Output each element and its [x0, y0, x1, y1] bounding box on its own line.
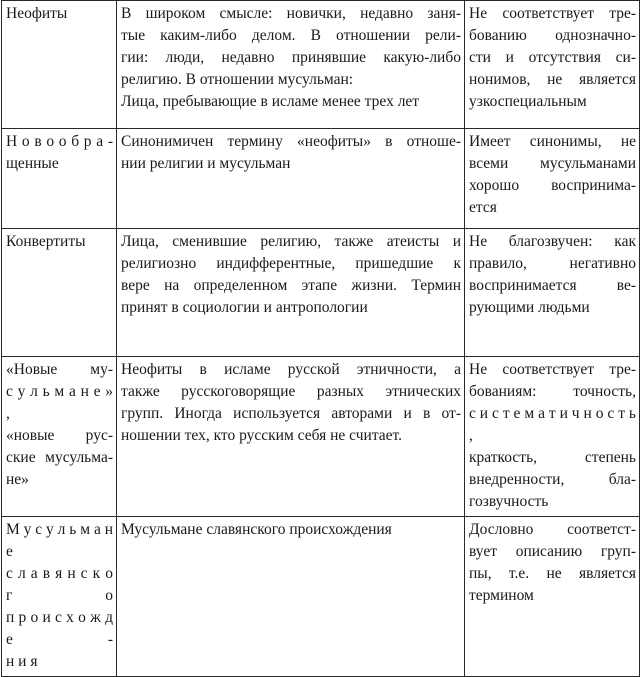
term-cell-line: «новые рус-: [6, 427, 113, 444]
term-cell-text: [6, 3, 113, 25]
assessment-cell: [465, 1, 640, 129]
definition-cell-line: Мусульмане славянского происхождения: [121, 521, 392, 538]
term-cell-text: [6, 359, 113, 491]
definition-cell-line: гии: люди, недавно принявшие какую-либо: [121, 49, 461, 66]
term-cell: [2, 129, 117, 229]
assessment-cell: [465, 229, 640, 357]
definition-cell-text: [121, 519, 461, 541]
definition-cell-text: [121, 3, 461, 113]
assessment-cell-text: [469, 231, 636, 319]
table-row: [2, 1, 640, 129]
definition-cell-text: [121, 231, 461, 319]
term-cell-line: н и я: [6, 653, 38, 670]
term-cell: [2, 1, 117, 129]
definition-cell-line: вере на определенном этапе жизни. Термин: [121, 277, 461, 294]
term-cell-line: «Новые му-: [6, 361, 113, 378]
table-row: [2, 517, 640, 677]
definition-cell: [117, 129, 465, 229]
terms-table: [1, 0, 640, 677]
assessment-cell-line: Не соответствует тре-: [469, 5, 636, 22]
term-cell: [2, 229, 117, 357]
assessment-cell-text: [469, 359, 636, 513]
definition-cell: [117, 229, 465, 357]
term-cell-text: [6, 519, 113, 673]
assessment-cell-line: ется: [469, 199, 497, 216]
assessment-cell-line: пы, т.е. не является: [469, 565, 636, 582]
term-cell-line: с у л ь м а н е » ,: [6, 383, 113, 422]
definition-cell-text: [121, 359, 461, 447]
terms-table-body: [2, 1, 640, 677]
term-cell-line: ские мусульма-: [6, 449, 113, 466]
definition-cell-line: также русскоговорящие разных этнических: [121, 383, 461, 400]
assessment-cell: [465, 129, 640, 229]
assessment-cell-line: сти и отсутствия си-: [469, 49, 636, 66]
table-row: [2, 229, 640, 357]
term-cell-line: п р о и с х о ж д е -: [6, 609, 113, 648]
definition-cell: [117, 1, 465, 129]
assessment-cell-line: хорошо воспринима-: [469, 177, 636, 194]
assessment-cell-line: нонимов, не является: [469, 71, 636, 88]
assessment-cell-line: термином: [469, 587, 534, 604]
definition-cell-line: нии религии и мусульман: [121, 155, 291, 172]
assessment-cell-line: с и с т е м а т и ч н о с т ь ,: [469, 405, 636, 444]
assessment-cell-line: бованию однозначно-: [469, 27, 636, 44]
assessment-cell-line: Дословно соответст-: [469, 521, 636, 538]
assessment-cell-line: Не благозвучен: как: [469, 233, 636, 250]
term-cell-line: не»: [6, 471, 29, 488]
assessment-cell-line: бованиям: точность,: [469, 383, 636, 400]
assessment-cell-line: Не соответствует тре-: [469, 361, 636, 378]
definition-cell-line: религиозно индифферентные, пришедшие к: [121, 255, 461, 272]
table-row: [2, 357, 640, 517]
definition-cell-line: Лица, пребывающие в исламе менее трех лет: [121, 93, 420, 110]
assessment-cell: [465, 357, 640, 517]
definition-cell-line: Неофиты в исламе русской этничности, а: [121, 361, 461, 378]
term-cell-text: [6, 231, 113, 253]
definition-cell-line: ношении тех, кто русским себя не считает.: [121, 427, 403, 444]
term-cell-line: щенные: [6, 155, 59, 172]
definition-cell-line: В широком смысле: новички, недавно заня-: [121, 5, 461, 22]
assessment-cell-line: узкоспециальным: [469, 93, 587, 110]
assessment-cell-text: [469, 519, 636, 607]
assessment-cell-line: внедренности, бла-: [469, 471, 636, 488]
table-row: [2, 129, 640, 229]
definition-cell: [117, 357, 465, 517]
assessment-cell-text: [469, 131, 636, 219]
term-cell: [2, 357, 117, 517]
term-cell-line: Н о в о о б р а -: [6, 133, 113, 150]
definition-cell-text: [121, 131, 461, 175]
assessment-cell-line: рующими людьми: [469, 299, 590, 316]
term-cell-text: [6, 131, 113, 175]
definition-cell-line: Лица, сменившие религию, также атеисты и: [121, 233, 461, 250]
assessment-cell: [465, 517, 640, 677]
definition-cell-line: тые каким-либо делом. В отношении рели-: [121, 27, 461, 44]
assessment-cell-line: всеми мусульманами: [469, 155, 636, 172]
definition-cell: [117, 517, 465, 677]
term-cell-line: Конвертиты: [6, 233, 86, 250]
definition-cell-line: религию. В отношении мусульман:: [121, 71, 354, 88]
definition-cell-line: групп. Иногда используется авторами и в от-: [121, 405, 461, 422]
assessment-cell-line: вует описанию груп-: [469, 543, 636, 560]
assessment-cell-line: краткость, степень: [469, 449, 636, 466]
assessment-cell-line: правило, негативно: [469, 255, 636, 272]
assessment-cell-line: Имеет синонимы, не: [469, 133, 636, 150]
term-cell-line: М у с у л ь м а н е: [6, 521, 113, 560]
assessment-cell-line: гозвучность: [469, 493, 549, 510]
assessment-cell-text: [469, 3, 636, 113]
term-cell-line: Неофиты: [6, 5, 68, 22]
term-cell-line: с л а в я н с к о г о: [6, 565, 113, 604]
definition-cell-line: принят в социологии и антропологии: [121, 299, 368, 316]
assessment-cell-line: воспринимается ве-: [469, 277, 636, 294]
term-cell: [2, 517, 117, 677]
definition-cell-line: Синонимичен термину «неофиты» в отноше-: [121, 133, 461, 150]
